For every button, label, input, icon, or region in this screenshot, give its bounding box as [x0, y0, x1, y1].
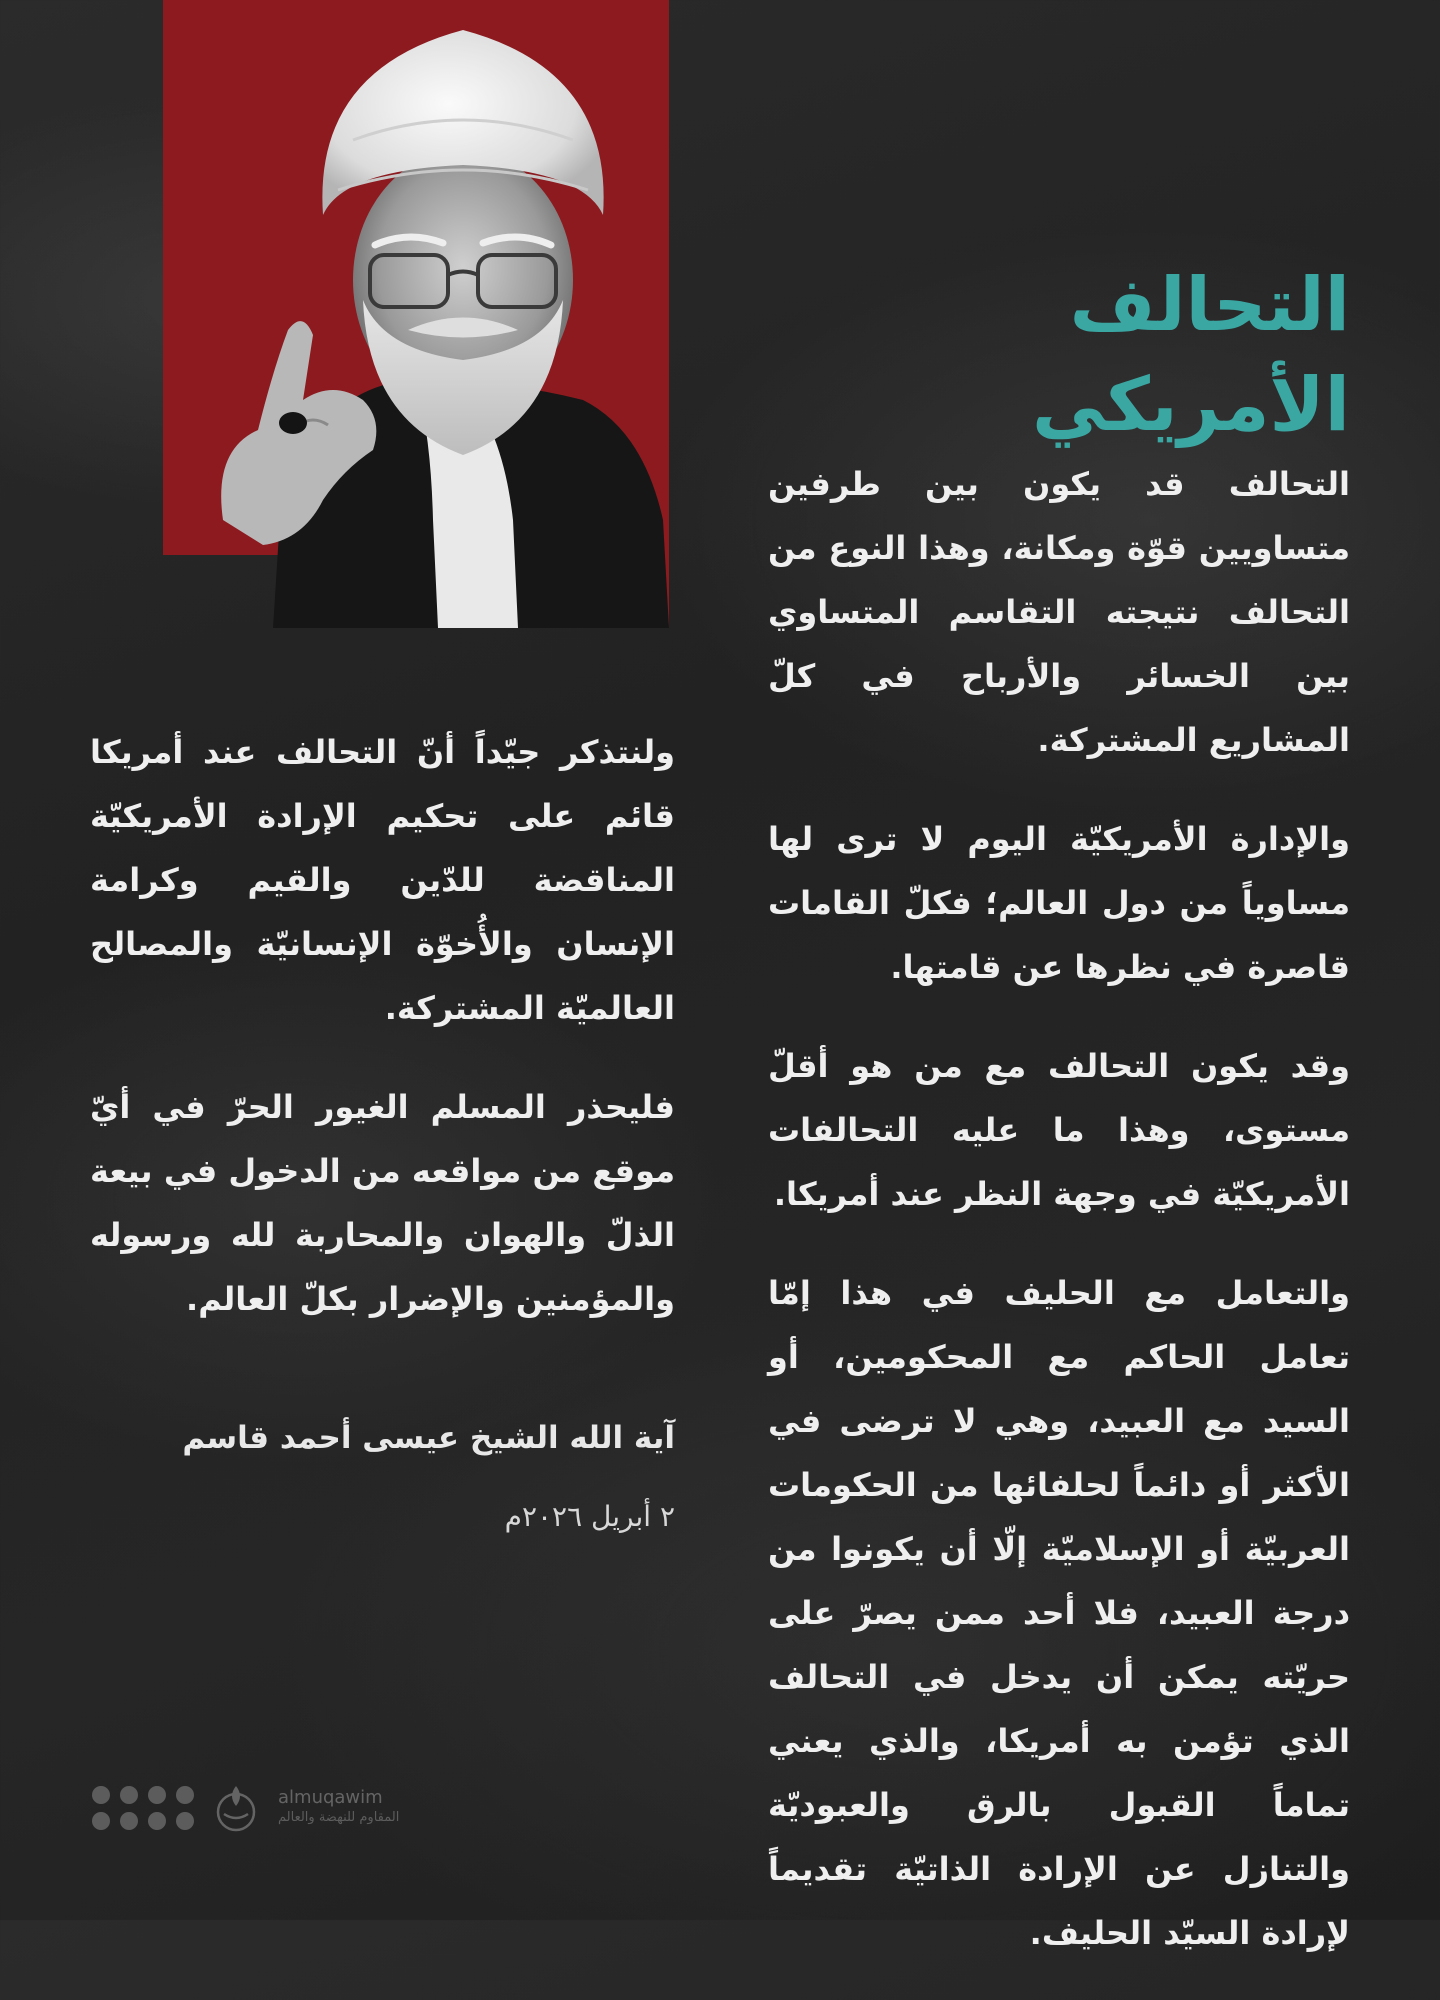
right-text-column [768, 452, 1350, 2000]
almuqawim-logo-icon [210, 1782, 262, 1834]
paragraph: التحالف قد يكون بين طرفين متساويين قوّة ومكانة، وهذا النوع من التحالف نتيجته التقاسم المتساوي بين الخسائر والأرباح في كلّ المشاريع المشتركة. [768, 465, 1350, 759]
paragraph: فليحذر المسلم الغيور الحرّ في أيّ موقع من مواقعه من الدخول في بيعة الذلّ والهوان والمحاربة لله ورسوله والمؤمنين والإضرار بكلّ العالم. [90, 1088, 675, 1318]
dot-grid-icon [92, 1786, 194, 1830]
brand-name-ar: المقاوم للنهضة والعالم [278, 1810, 400, 1825]
footer-branding [92, 1778, 399, 1838]
title-line-1: التحالف [1069, 262, 1350, 348]
author-signature: آية الله الشيخ عيسى أحمد قاسم [182, 1420, 675, 1456]
title-line-2: الأمريكي [1031, 362, 1350, 448]
publication-date: ٢ أبريل ٢٠٢٦م [504, 1500, 675, 1533]
paragraph: وقد يكون التحالف مع من هو أقلّ مستوى، وهذا ما عليه التحالفات الأمريكيّة في وجهة النظر عند أمريكا. [768, 1047, 1350, 1213]
paragraph: والإدارة الأمريكيّة اليوم لا ترى لها مساوياً من دول العالم؛ فكلّ القامات قاصرة في نظرها عن قامتها. [768, 820, 1350, 986]
left-text-column [90, 720, 675, 1366]
brand-text [278, 1788, 399, 1828]
brand-name-en: almuqawim [278, 1787, 383, 1808]
article-title [890, 255, 1350, 455]
portrait-image [163, 0, 669, 628]
paragraph: ولنتذكر جيّداً أنّ التحالف عند أمريكا قائم على تحكيم الإرادة الأمريكيّة المناقضة للدّين والقيم وكرامة الإنسان والأُخوّة الإنسانيّة والمصالح العالميّة المشتركة. [90, 733, 675, 1027]
paragraph: والتعامل مع الحليف في هذا إمّا تعامل الحاكم مع المحكومين، أو السيد مع العبيد، وهي لا ترضى في الأكثر أو دائماً لحلفائها من الحكومات العربيّة أو الإسلاميّة إلّا أن يكونوا من درجة العبيد، فلا أحد ممن يصرّ على حريّته يمكن أن يدخل في التحالف الذي تؤمن به أمريكا، والذي يعني تماماً القبول بالرق والعبوديّة والتنازل عن الإرادة الذاتيّة تقديماً لإرادة السيّد الحليف. [768, 1274, 1350, 1952]
